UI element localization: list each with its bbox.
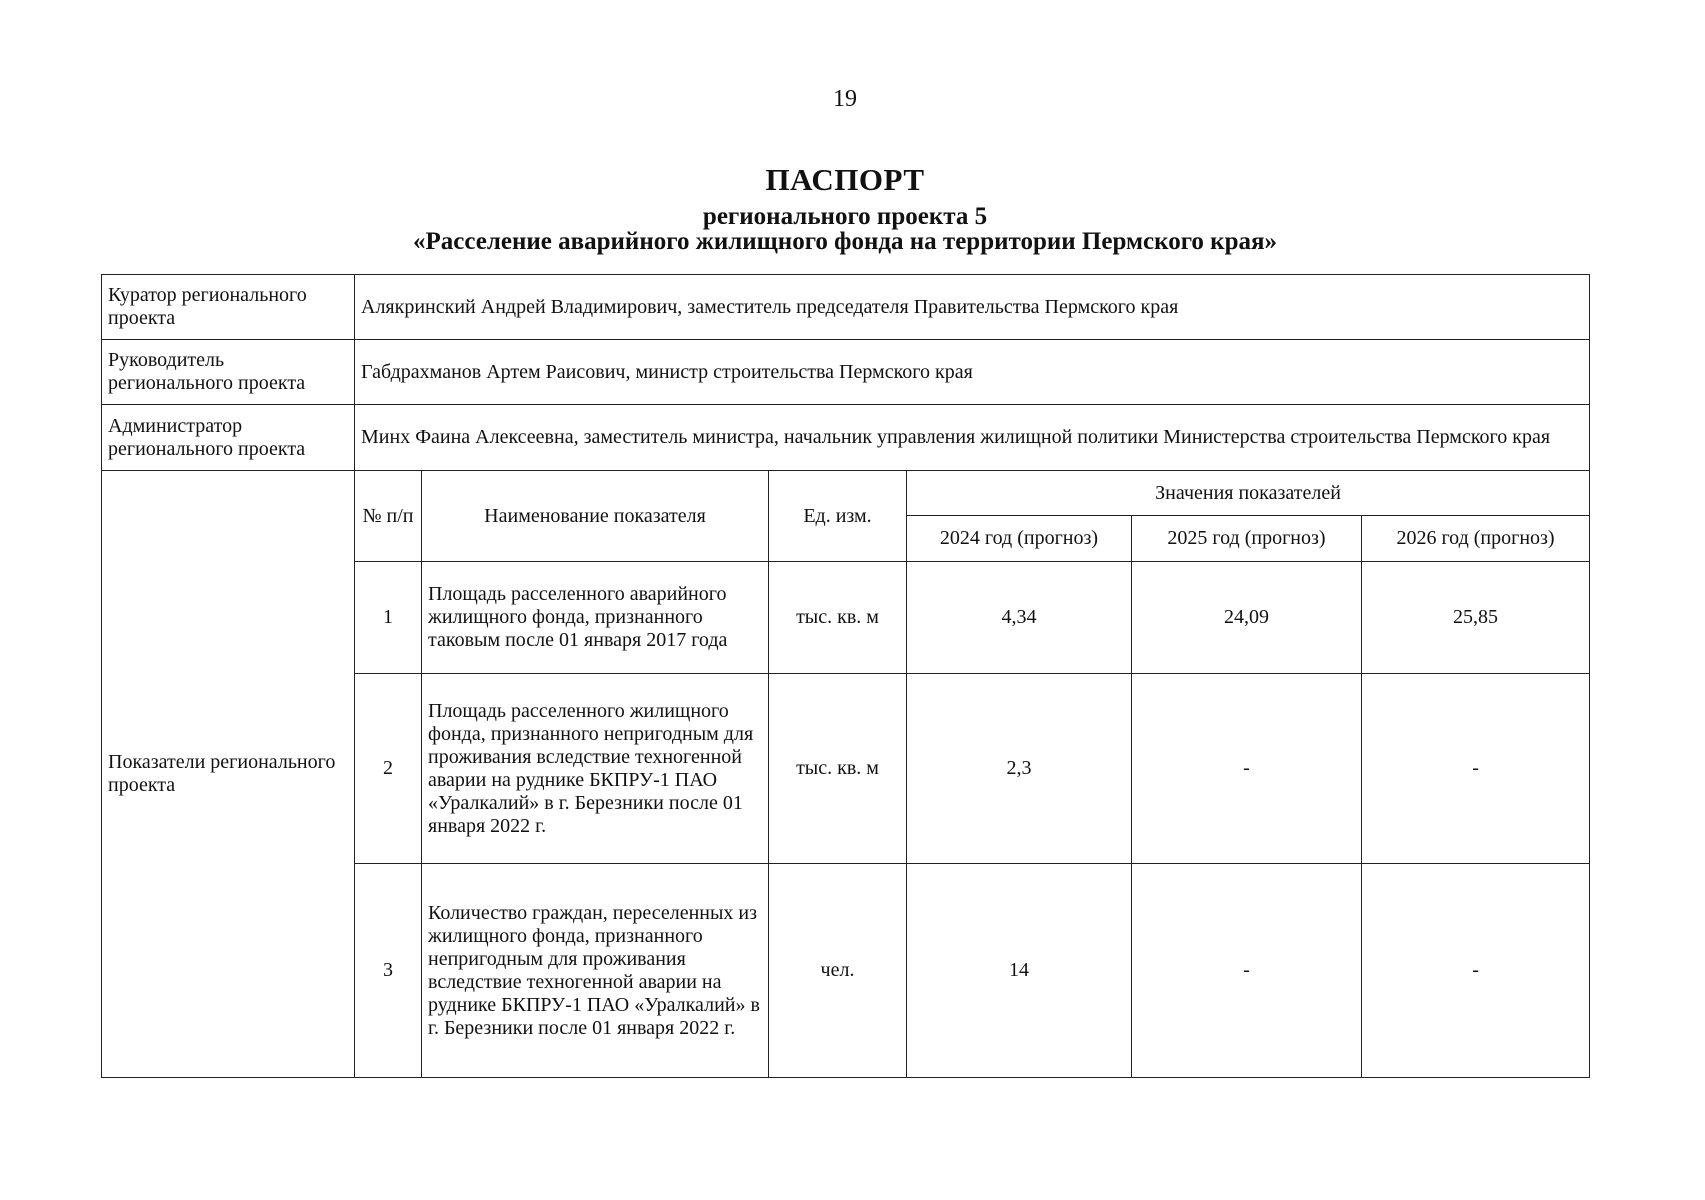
indicator-num: 2 [355, 674, 422, 864]
header-num: № п/п [355, 471, 422, 562]
curator-label: Куратор регионального проекта [102, 275, 355, 340]
admin-row [102, 405, 1590, 471]
indicator-value-2026: 25,85 [1362, 562, 1590, 674]
head-row [102, 340, 1590, 405]
subtitle-line-1: регионального проекта 5 [702, 203, 988, 230]
header-year-2025: 2025 год (прогноз) [1132, 516, 1362, 562]
header-year-2026: 2026 год (прогноз) [1362, 516, 1590, 562]
document-subtitle [0, 204, 1690, 254]
page-number: 19 [833, 86, 857, 112]
header-values-group: Значения показателей [907, 471, 1590, 516]
subtitle-line-2: «Расселение аварийного жилищного фонда на территории Пермского края» [412, 228, 1278, 255]
indicators-header-row-1 [102, 471, 1590, 516]
indicator-value-2026: - [1362, 674, 1590, 864]
head-value: Габдрахманов Артем Раисович, министр строительства Пермского края [355, 340, 1590, 405]
indicator-value-2024: 4,34 [907, 562, 1132, 674]
indicator-unit: тыс. кв. м [769, 674, 907, 864]
indicator-name: Площадь расселенного жилищного фонда, признанного непригодным для проживания вследствие техногенной аварии на руднике БКПРУ-1 ПАО «Уралкалий» в г. Березники после 01 января 2022 г. [422, 674, 769, 864]
head-label: Руководитель регионального проекта [102, 340, 355, 405]
indicator-name: Площадь расселенного аварийного жилищного фонда, признанного таковым после 01 января 2017 года [422, 562, 769, 674]
header-year-2024: 2024 год (прогноз) [907, 516, 1132, 562]
indicator-value-2025: 24,09 [1132, 562, 1362, 674]
indicators-label: Показатели регионального проекта [102, 471, 355, 1078]
indicator-value-2025: - [1132, 864, 1362, 1078]
indicator-unit: чел. [769, 864, 907, 1078]
curator-row [102, 275, 1590, 340]
indicator-num: 1 [355, 562, 422, 674]
indicator-value-2024: 14 [907, 864, 1132, 1078]
indicator-unit: тыс. кв. м [769, 562, 907, 674]
document-title: ПАСПОРТ [765, 162, 925, 197]
header-unit: Ед. изм. [769, 471, 907, 562]
curator-value: Алякринский Андрей Владимирович, заместитель председателя Правительства Пермского края [355, 275, 1590, 340]
indicator-value-2026: - [1362, 864, 1590, 1078]
indicator-name: Количество граждан, переселенных из жилищного фонда, признанного непригодным для проживания вследствие техногенной аварии на руднике БКПРУ-1 ПАО «Уралкалий» в г. Березники после 01 января 2022 г. [422, 864, 769, 1078]
indicator-value-2025: - [1132, 674, 1362, 864]
indicator-value-2024: 2,3 [907, 674, 1132, 864]
indicator-num: 3 [355, 864, 422, 1078]
admin-label: Администратор регионального проекта [102, 405, 355, 471]
admin-value: Минх Фаина Алексеевна, заместитель министра, начальник управления жилищной политики Министерства строительства Пермского края [355, 405, 1590, 471]
header-name: Наименование показателя [422, 471, 769, 562]
passport-table [101, 274, 1590, 1078]
